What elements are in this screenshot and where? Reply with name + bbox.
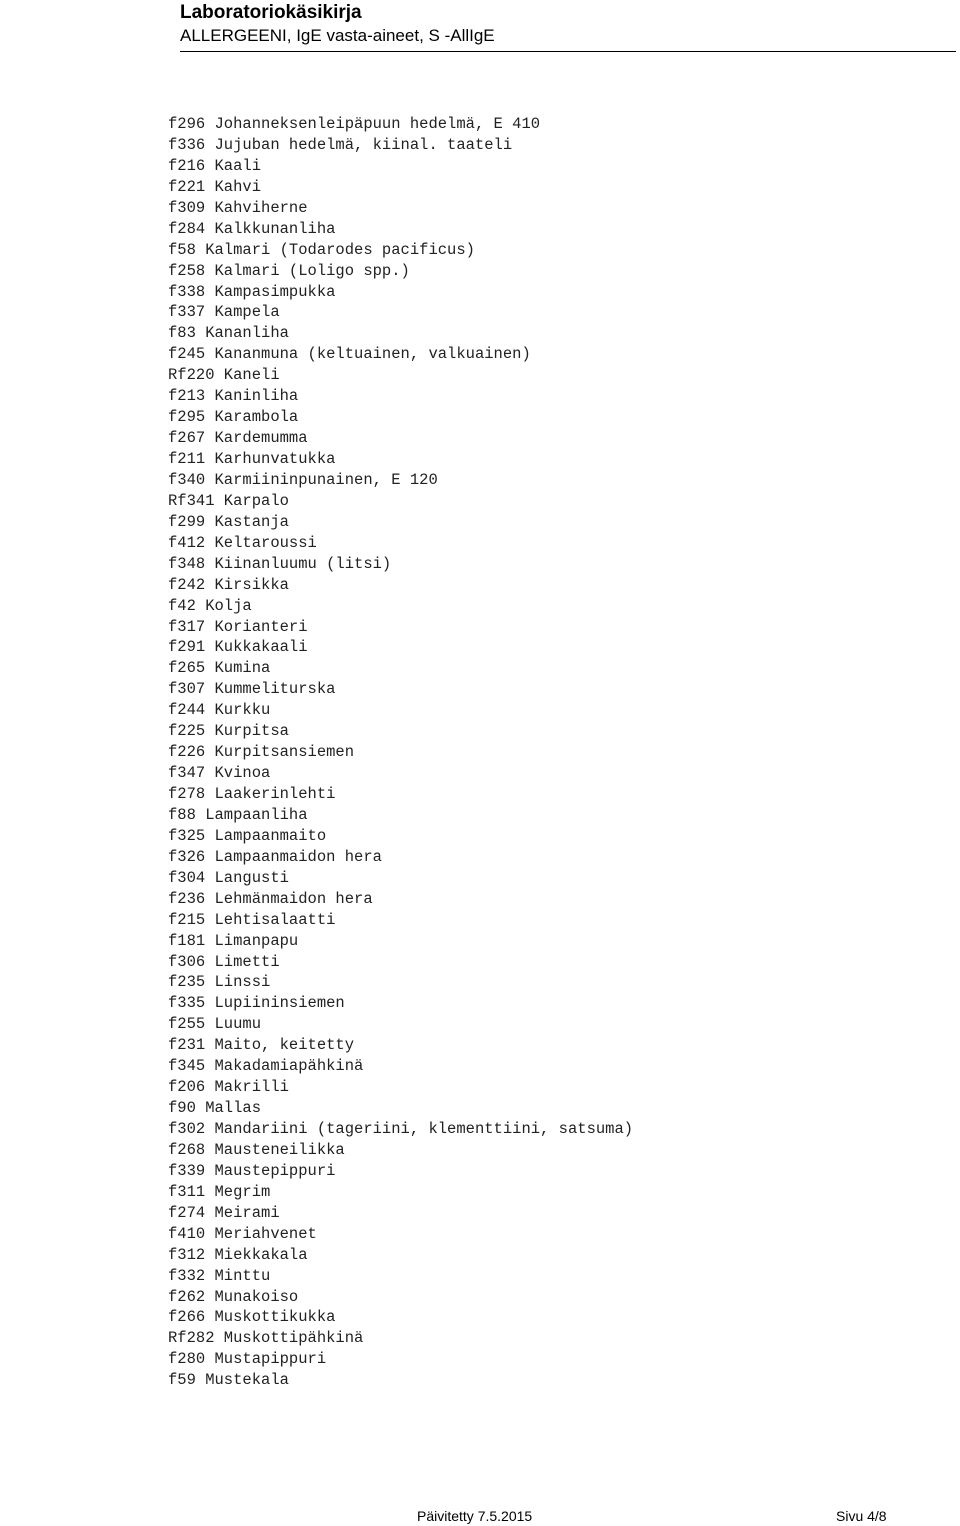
list-item: f335 Lupiininsiemen [168, 994, 345, 1013]
list-item: f302 Mandariini (tageriini, klementtiini, satsuma) [168, 1120, 634, 1138]
list-item: f304 Langusti [168, 868, 289, 887]
list-item: f284 Kalkkunanliha [168, 219, 336, 238]
list-item: f306 Limetti [168, 952, 280, 971]
list-item: f274 Meirami [168, 1203, 280, 1222]
list-item: f332 Minttu [168, 1266, 271, 1285]
list-item: f267 Kardemumma [168, 429, 308, 448]
list-item: f339 Maustepippuri [168, 1161, 336, 1180]
list-item: f311 Megrim [168, 1182, 271, 1201]
header-divider [180, 51, 956, 52]
list-item: f235 Linssi [168, 973, 271, 992]
list-item: f226 Kurpitsansiemen [168, 743, 355, 762]
list-item: Rf282 Muskottipähkinä [168, 1329, 364, 1348]
list-item: f58 Kalmari (Todarodes pacificus) [168, 240, 475, 259]
list-item: f90 Mallas [168, 1099, 262, 1118]
list-item: f231 Maito, keitetty [168, 1036, 355, 1055]
list-item: f211 Karhunvatukka [168, 450, 336, 468]
list-item: Rf341 Karpalo [168, 491, 289, 510]
list-item: f348 Kiinanluumu (litsi) [168, 554, 392, 573]
list-item: f236 Lehmänmaidon hera [168, 889, 373, 908]
list-item: f245 Kananmuna (keltuainen, valkuainen) [168, 345, 531, 364]
list-item: f206 Makrilli [168, 1078, 289, 1097]
list-item: f347 Kvinoa [168, 764, 271, 783]
list-item: f278 Laakerinlehti [168, 785, 336, 803]
list-item: f59 Mustekala [168, 1371, 289, 1390]
list-item: f338 Kampasimpukka [168, 282, 336, 301]
list-item: f88 Lampaanliha [168, 805, 308, 824]
document-subtitle: ALLERGEENI, IgE vasta-aineet, S -AllIgE [180, 26, 495, 45]
list-item: f244 Kurkku [168, 701, 271, 720]
list-item: f326 Lampaanmaidon hera [168, 847, 382, 866]
list-item: f340 Karmiininpunainen, E 120 [168, 470, 438, 489]
list-item: f280 Mustapippuri [168, 1350, 327, 1369]
list-item: f216 Kaali [168, 156, 262, 175]
list-item: f242 Kirsikka [168, 575, 289, 594]
list-item: f325 Lampaanmaito [168, 826, 327, 845]
list-item: f265 Kumina [168, 659, 271, 678]
list-item: Rf220 Kaneli [168, 366, 280, 385]
list-item: f336 Jujuban hedelmä, kiinal. taateli [168, 135, 513, 154]
page-number: Sivu 4/8 [836, 1508, 887, 1524]
allergen-list [168, 114, 633, 1391]
list-item: f296 Johanneksenleipäpuun hedelmä, E 410 [168, 115, 541, 133]
list-item: f181 Limanpapu [168, 931, 299, 950]
list-item: f262 Munakoiso [168, 1287, 299, 1306]
list-item: f410 Meriahvenet [168, 1224, 317, 1243]
list-item: f337 Kampela [168, 303, 280, 322]
list-item: f258 Kalmari (Loligo spp.) [168, 261, 410, 280]
list-item: f317 Korianteri [168, 617, 308, 636]
list-item: f215 Lehtisalaatti [168, 910, 336, 929]
list-item: f291 Kukkakaali [168, 638, 308, 657]
list-item: f266 Muskottikukka [168, 1308, 336, 1327]
list-item: f345 Makadamiapähkinä [168, 1057, 364, 1076]
list-item: f307 Kummeliturska [168, 680, 336, 699]
list-item: f83 Kananliha [168, 324, 289, 343]
list-item: f299 Kastanja [168, 512, 289, 531]
list-item: f213 Kaninliha [168, 387, 299, 406]
list-item: f295 Karambola [168, 408, 299, 427]
document-title: Laboratoriokäsikirja [180, 2, 362, 23]
list-item: f309 Kahviherne [168, 198, 308, 217]
list-item: f268 Mausteneilikka [168, 1140, 345, 1159]
updated-date: Päivitetty 7.5.2015 [417, 1508, 533, 1524]
list-item: f412 Keltaroussi [168, 533, 317, 552]
list-item: f221 Kahvi [168, 177, 262, 196]
list-item: f255 Luumu [168, 1015, 262, 1034]
list-item: f312 Miekkakala [168, 1245, 308, 1264]
list-item: f225 Kurpitsa [168, 722, 289, 741]
list-item: f42 Kolja [168, 596, 252, 615]
